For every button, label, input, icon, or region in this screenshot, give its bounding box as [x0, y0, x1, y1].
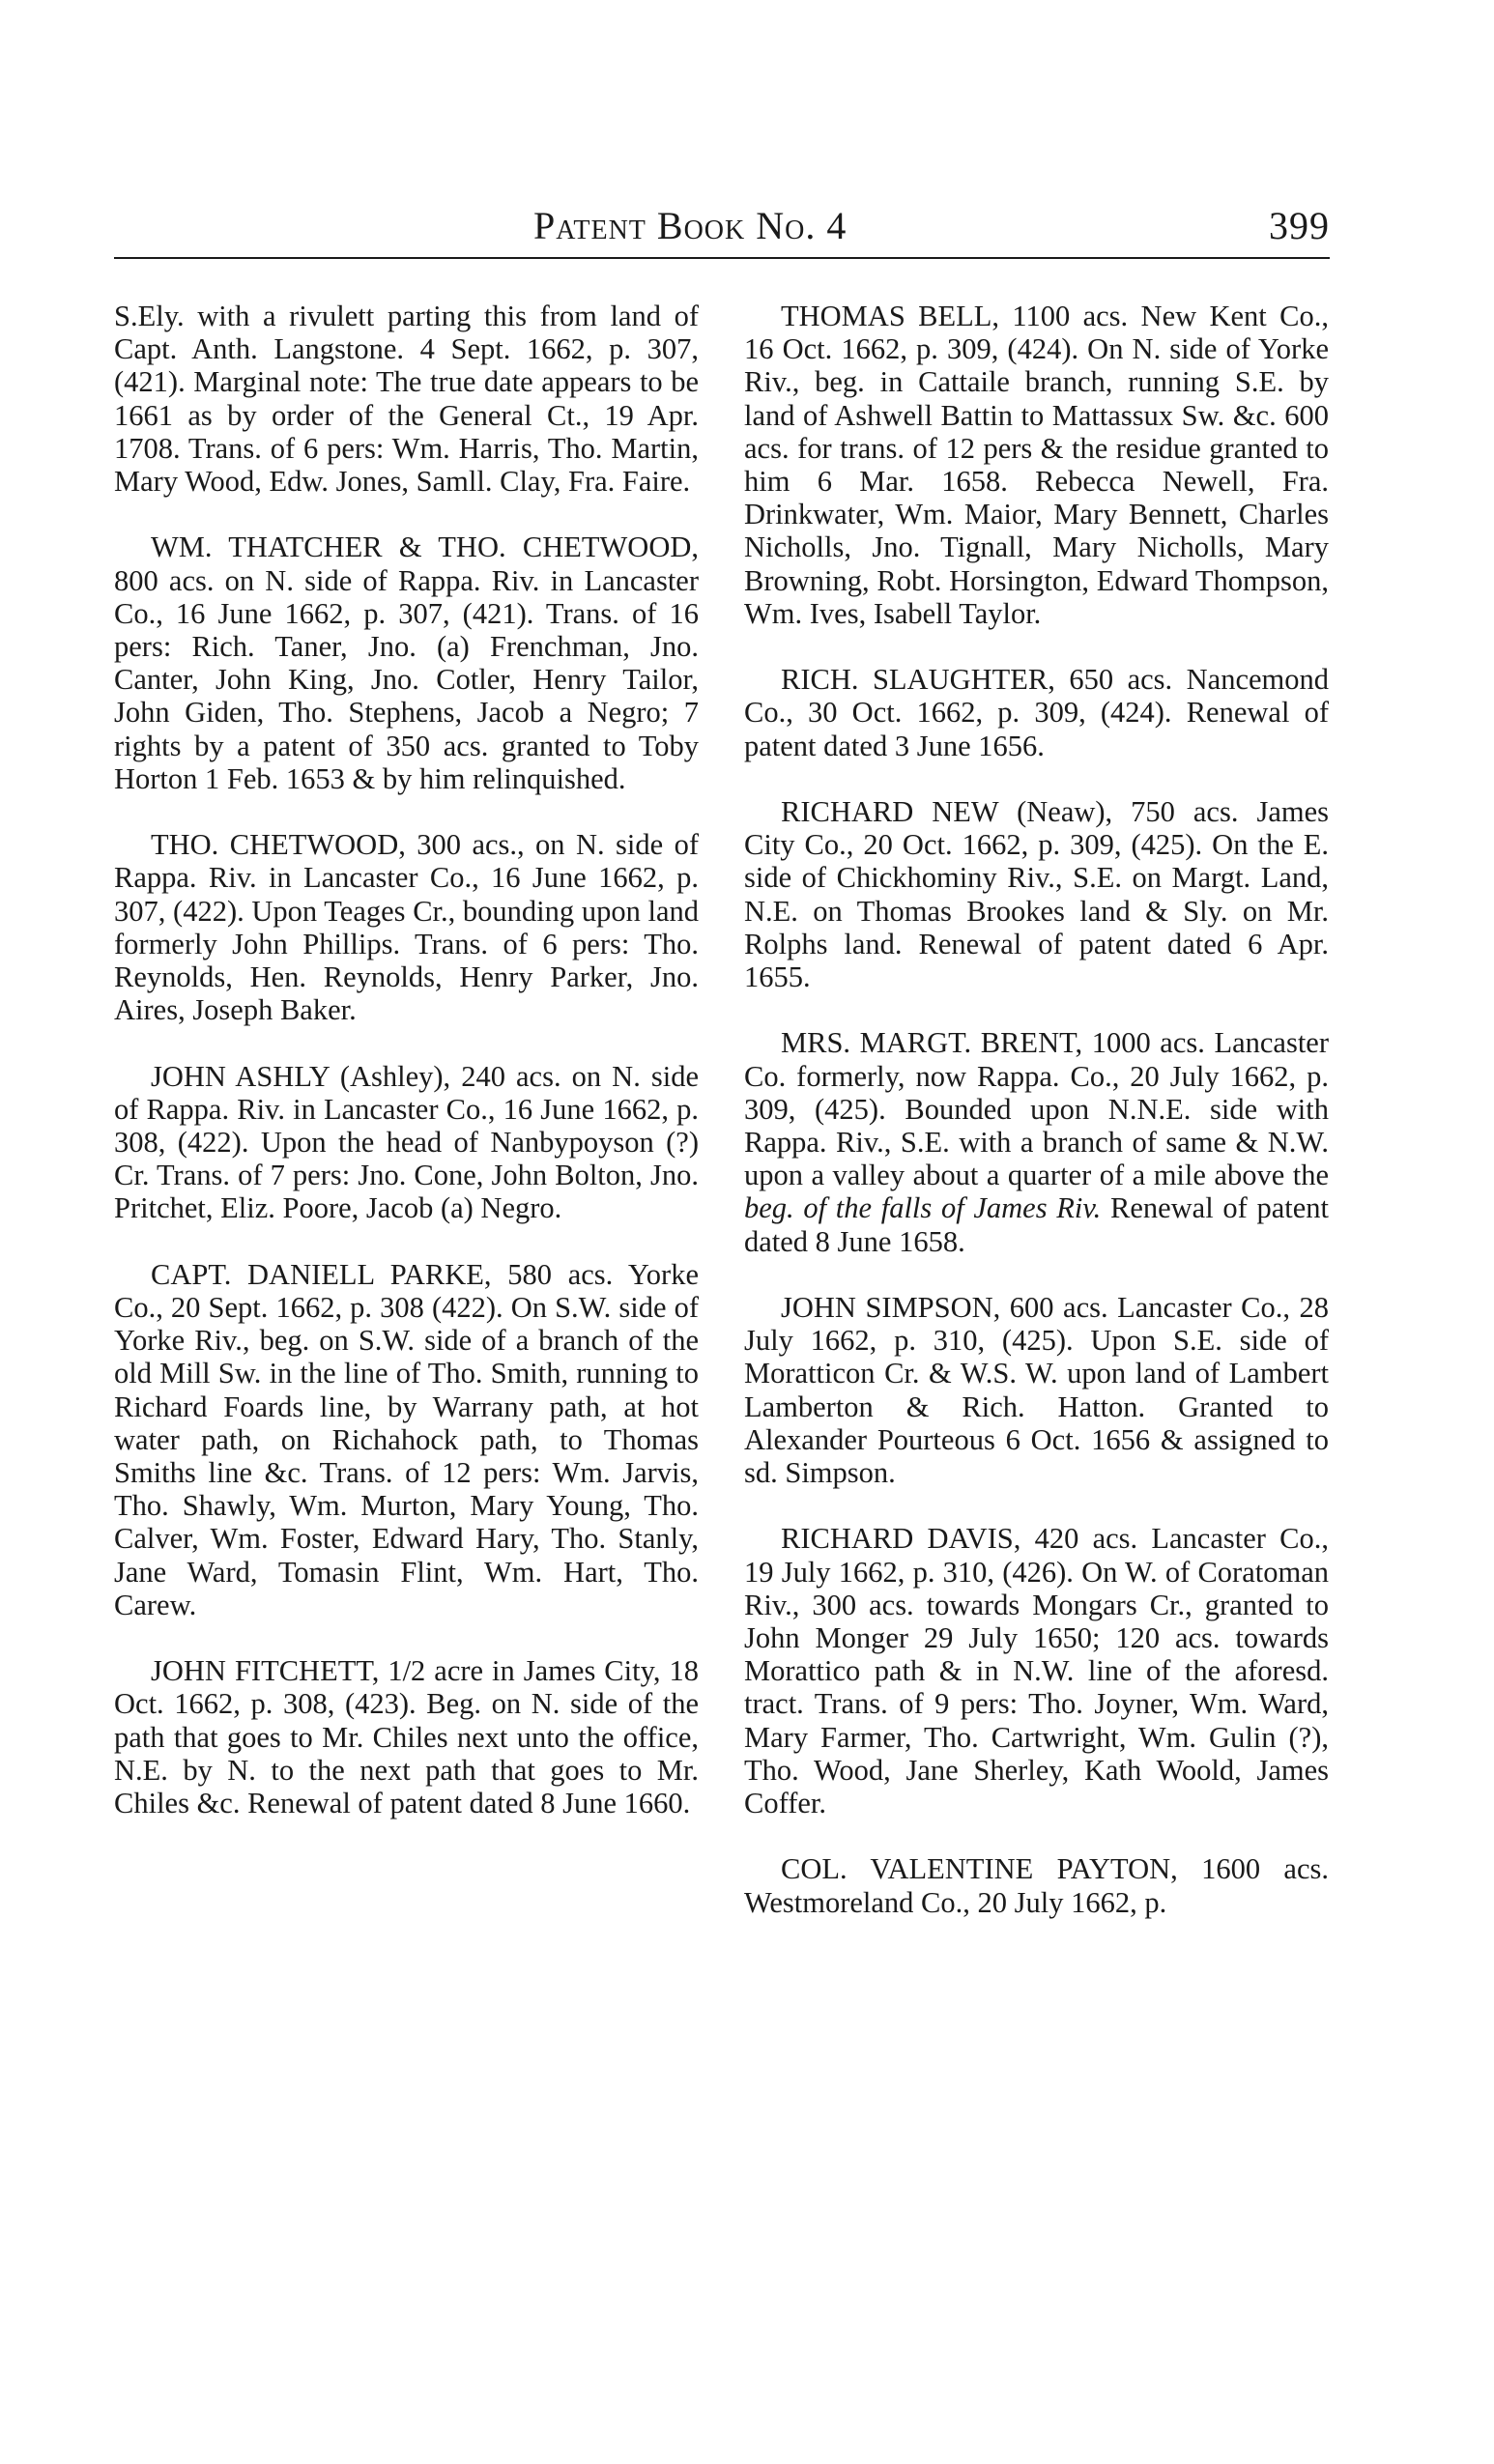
entry-name: RICH. SLAUGHTER, [781, 663, 1055, 697]
entry-text: 580 acs. Yorke Co., 20 Sept. 1662, p. 308 (422). On S.W. side of Yorke Riv., beg. on S.W. side of a branch of the old Mill Sw. in the line of Tho. Smith, running to Richard Foards line, by Warrany path, at hot water path, on Richahock path, to Thomas Smiths line &c. Trans. of 12 pers: Wm. Jarvis, Tho. Shawly, Wm. Murton, Mary Young, Tho. Calver, Wm. Foster, Edward Hary, Tho. Stanly, Jane Ward, Tomasin Flint, Wm. Hart, Tho. Carew. [114, 1257, 700, 1621]
entry-name: WM. THATCHER & THO. CHETWOOD, [151, 530, 699, 564]
header-rule [114, 257, 1330, 259]
entry-name: JOHN SIMPSON, [781, 1291, 1001, 1325]
entry-payton [744, 1852, 1329, 1918]
entry-brent [744, 1026, 1329, 1257]
entry-davis [744, 1522, 1329, 1819]
entry-fitchett [114, 1654, 699, 1819]
entry-simpson [744, 1291, 1329, 1489]
entry-text: 1/2 acre in James City, 18 Oct. 1662, p. 308, (423). Beg. on N. side of the path that goes to Mr. Chiles next unto the office, N.E. by N. to the next path that goes to Mr. Chiles &c. Renewal of patent dated 8 June 1660. [114, 1654, 699, 1820]
entry-text: 1600 acs. Westmoreland Co., 20 July 1662, p. [744, 1852, 1329, 1919]
page-number: 399 [1269, 204, 1330, 247]
entry-name: RICHARD DAVIS, [781, 1522, 1021, 1556]
entry-name: THOMAS BELL, [781, 300, 1000, 332]
entry-chetwood [114, 828, 699, 1026]
entry-new [744, 795, 1329, 993]
entry-name: MRS. MARGT. BRENT, [781, 1026, 1083, 1060]
entry-parke [114, 1258, 699, 1621]
entry-text: 1000 acs. Lancaster Co. formerly, now Rappa. Co., 20 July 1662, p. 309, (425). Bounded upon N.N.E. side with Rappa. Riv., S.E. with a branch of same & N.W. upon a valley about a quarter of a mile above the [744, 1026, 1329, 1192]
entry-name: COL. VALENTINE PAYTON, [781, 1852, 1178, 1886]
right-column [744, 300, 1329, 1919]
running-header-title: Patent Book No. 4 [533, 204, 848, 247]
entry-text: 650 acs. Nancemond Co., 30 Oct. 1662, p. 309, (424). Renewal of patent dated 3 June 1656. [744, 663, 1330, 762]
entry-italic-text: beg. of the falls of James Riv. [744, 1191, 1102, 1225]
entry-text: 600 acs. Lancaster Co., 28 July 1662, p. 310, (425). Upon S.E. side of Moratticon Cr. & W.S. W. upon land of Lambert Lamberton & Rich. Hatton. Granted to Alexander Pourteous 6 Oct. 1656 & assigned to sd. Simpson. [744, 1291, 1329, 1490]
entry-thatcher-chetwood [114, 530, 699, 795]
entry-name: RICHARD NEW [781, 795, 999, 829]
entry-name: JOHN ASHLY [151, 1059, 330, 1093]
entry-continuation [114, 300, 699, 498]
entry-text-tail: Renewal of patent dated 8 June 1658. [744, 1191, 1330, 1258]
entry-text: 1100 acs. New Kent Co., 16 Oct. 1662, p. 309, (424). On N. side of Yorke Riv., beg. in Cattaile branch, running S.E. by land of Ashwell Battin to Mattassux Sw. &c. 600 acs. for trans. of 12 pers & the residue granted to him 6 Mar. 1658. Rebecca Newell, Fra. Drinkwater, Wm. Maior, Mary Bennett, Charles Nicholls, Jno. Tignall, Mary Nicholls, Mary Browning, Robt. Horsington, Edward Thompson, Wm. Ives, Isabell Taylor. [744, 300, 1329, 630]
entry-text: 800 acs. on N. side of Rappa. Riv. in Lancaster Co., 16 June 1662, p. 307, (421). Trans. of 16 pers: Rich. Taner, Jno. (a) Frenchman, Jno. Canter, John King, Jno. Cotler, Henry Tailor, John Giden, Tho. Stephens, Jacob a Negro; 7 rights by a patent of 350 acs. granted to Toby Horton 1 Feb. 1653 & by him relinquished. [114, 563, 699, 795]
entry-text: (Ashley), 240 acs. on N. side of Rappa. Riv. in Lancaster Co., 16 June 1662, p. 308, (422). Upon the head of Nanbypoyson (?) Cr. Trans. of 7 pers: Jno. Cone, John Bolton, Jno. Pritchet, Eliz. Poore, Jacob (a) Negro. [114, 1059, 699, 1225]
left-column [114, 300, 699, 1819]
entry-text: (Neaw), 750 acs. James City Co., 20 Oct. 1662, p. 309, (425). On the E. side of Chickhominy Riv., S.E. on Margt. Land, N.E. on Thomas Brookes land & Sly. on Mr. Rolphs land. Renewal of patent dated 6 Apr. 1655. [744, 795, 1329, 994]
entry-name: JOHN FITCHETT, [151, 1654, 380, 1688]
entry-name: THO. CHETWOOD, [151, 828, 406, 862]
entry-text: S.Ely. with a rivulett parting this from land of Capt. Anth. Langstone. 4 Sept. 1662, p. 307, (421). Marginal note: The true date appears to be 1661 as by order of the General Ct., 19 Apr. 1708. Trans. of 6 pers: Wm. Harris, Tho. Martin, Mary Wood, Edw. Jones, Samll. Clay, Fra. Faire. [114, 300, 699, 499]
entry-slaughter [744, 663, 1329, 762]
entry-bell [744, 300, 1329, 630]
entry-text: 420 acs. Lancaster Co., 19 July 1662, p. 310, (426). On W. of Coratoman Riv., 300 acs. towards Mongars Cr., granted to John Monger 29 July 1650; 120 acs. towards Morattico path & in N.W. line of the aforesd. tract. Trans. of 9 pers: Tho. Joyner, Wm. Ward, Mary Farmer, Tho. Cartwright, Wm. Gulin (?), Tho. Wood, Jane Sherley, Kath Woold, James Coffer. [744, 1522, 1329, 1820]
entry-text: 300 acs., on N. side of Rappa. Riv. in Lancaster Co., 16 June 1662, p. 307, (422). Upon Teages Cr., bounding upon land formerly John Phillips. Trans. of 6 pers: Tho. Reynolds, Hen. Reynolds, Henry Parker, Jno. Aires, Joseph Baker. [114, 828, 699, 1027]
entry-ashly [114, 1060, 699, 1225]
entry-name: CAPT. DANIELL PARKE, [151, 1257, 492, 1291]
